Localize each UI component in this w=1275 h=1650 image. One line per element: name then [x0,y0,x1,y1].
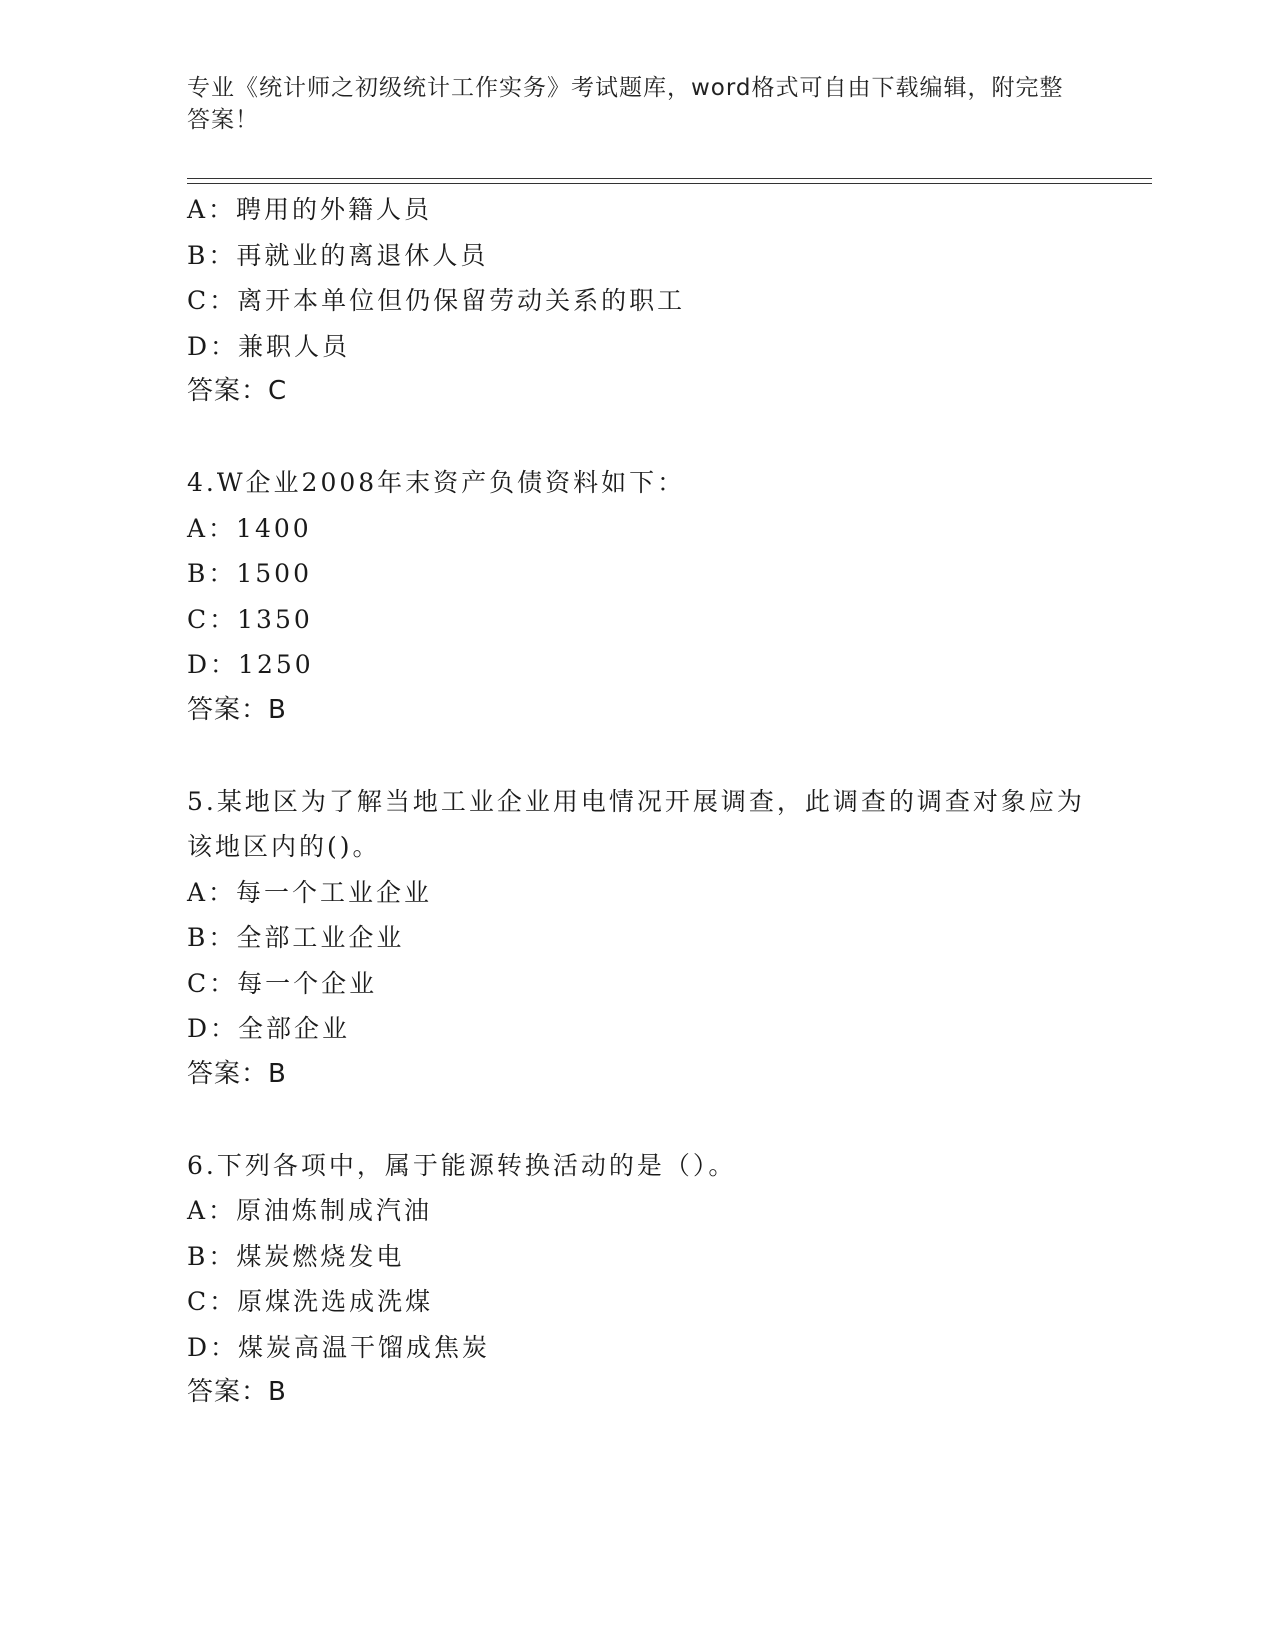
header-divider-top [187,178,1152,179]
option-d: D：兼职人员 [187,331,351,361]
option-a: A：聘用的外籍人员 [187,195,433,224]
option-c: C：离开本单位但仍保留劳动关系的职工 [187,286,686,315]
option-b: B：全部工业企业 [187,923,405,952]
question-block-4 [187,460,1087,733]
question-stem: 5.某地区为了解当地工业企业用电情况开展调查，此调查的调查对象应为该地区内的()。 [187,786,1085,861]
answer-label: 答案：C [187,376,288,406]
spacer [187,733,1087,779]
option-b: B：再就业的离退休人员 [187,240,489,270]
option-d: D：全部企业 [187,1014,351,1043]
option-c: C：原煤洗选成洗煤 [187,1287,434,1316]
document-header: 专业《统计师之初级统计工作实务》考试题库，word格式可自由下载编辑，附完整答案！ [187,75,1064,133]
question-block-6 [187,1143,1087,1416]
question-block-5 [187,779,1087,1098]
question-list [187,187,1087,1416]
question-stem: 4.W企业2008年末资产负债资料如下： [187,468,686,497]
spacer [187,1097,1087,1143]
option-a: A：每一个工业企业 [187,877,433,907]
option-c: C：每一个企业 [187,968,378,998]
question-block-continued [187,187,1087,415]
question-stem: 6.下列各项中，属于能源转换活动的是（）。 [187,1150,737,1180]
option-b: B：煤炭燃烧发电 [187,1241,405,1271]
header-divider-bottom [187,183,1152,184]
answer-label: 答案：B [187,1377,287,1407]
option-b: B：1500 [187,559,312,588]
option-a: A：原油炼制成汽油 [187,1196,433,1225]
spacer [187,415,1087,461]
option-c: C：1350 [187,604,313,634]
answer-label: 答案：B [187,694,287,725]
option-a: A：1400 [187,513,312,543]
option-d: D：1250 [187,650,314,679]
answer-label: 答案：B [187,1058,287,1089]
option-d: D：煤炭高温干馏成焦炭 [187,1332,491,1362]
